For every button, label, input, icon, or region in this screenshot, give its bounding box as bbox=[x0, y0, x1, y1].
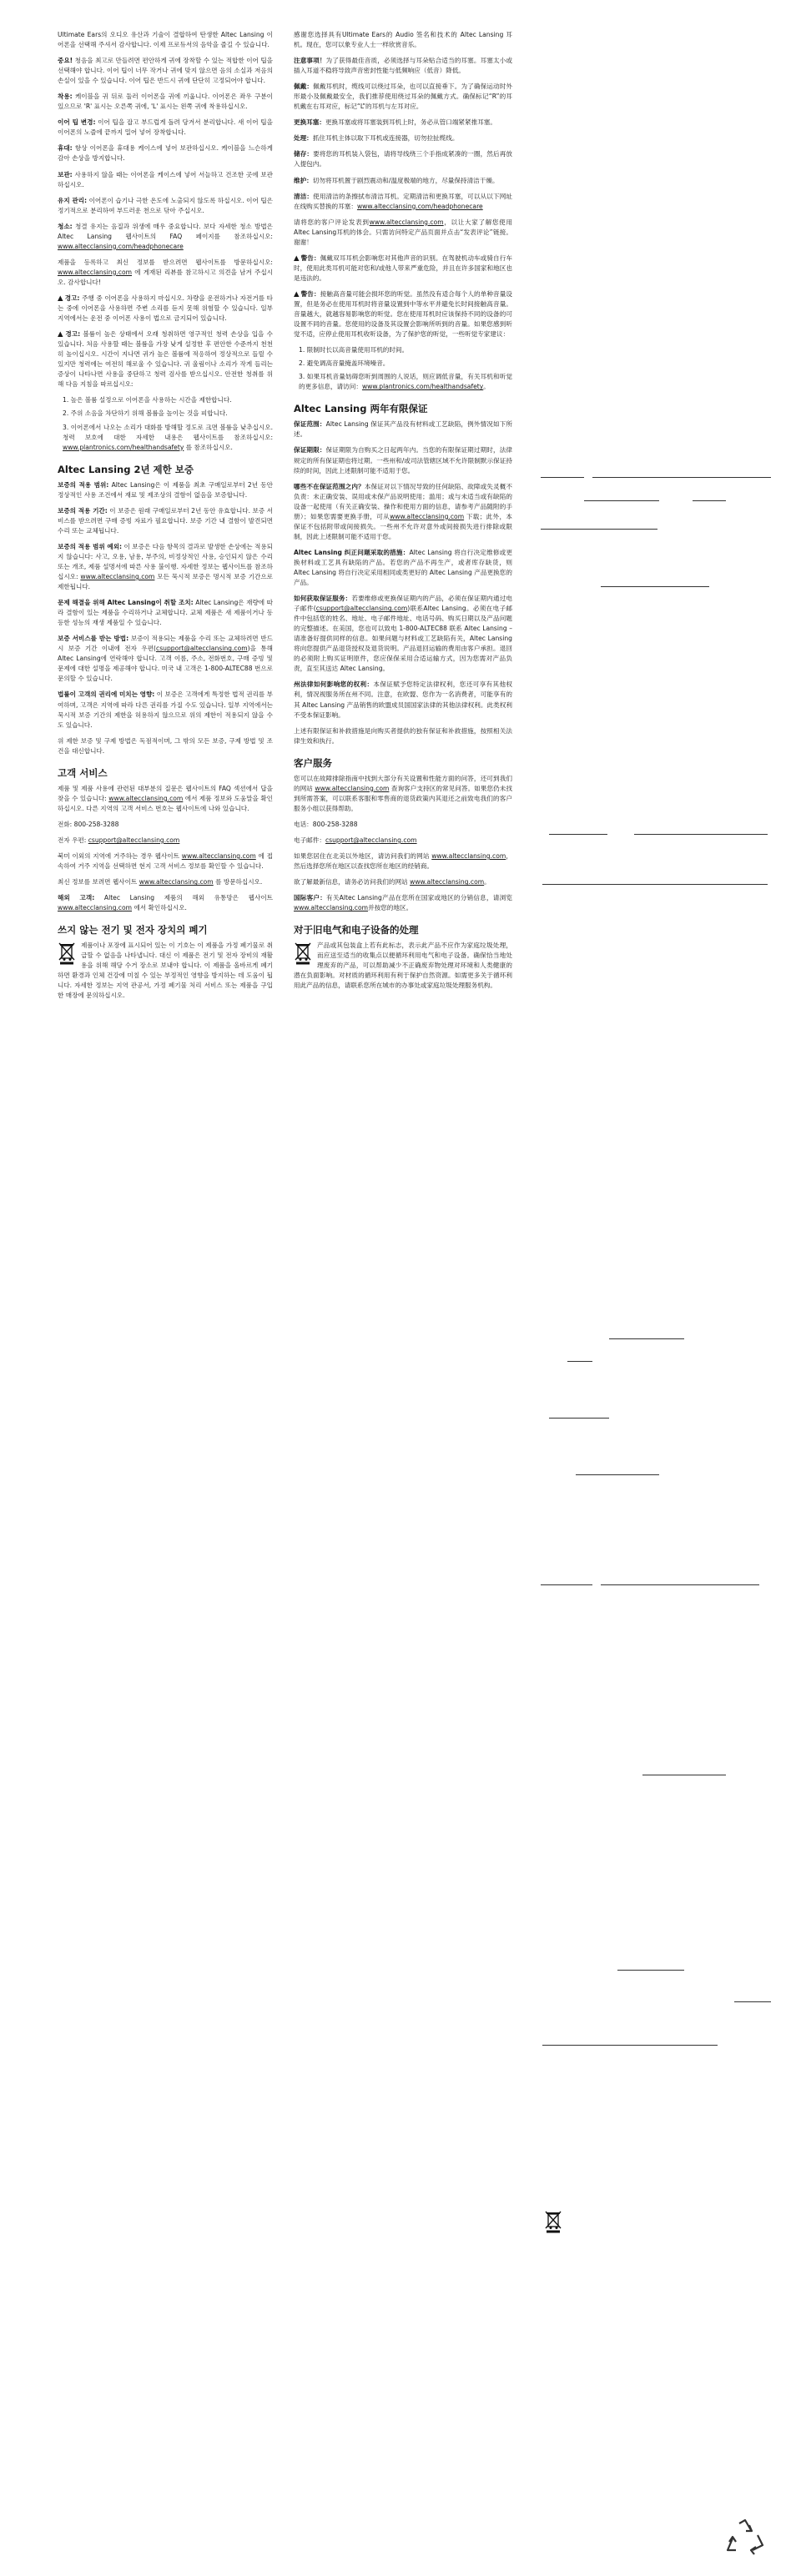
warranty-period-paragraph bbox=[58, 506, 273, 536]
eartip-change-label: 更换耳塞： bbox=[294, 118, 325, 127]
important-paragraph bbox=[294, 56, 512, 76]
website-link[interactable]: www.altecclansing.com bbox=[390, 512, 465, 520]
cs-latest-text: 최신 정보를 보려면 웹사이트 bbox=[58, 878, 139, 886]
warranty-coverage-label: 보증의 적용 범위: bbox=[58, 480, 109, 489]
storage-text: 사용하지 않을 때는 이어폰을 케이스에 넣어 서늘하고 건조한 곳에 보관하십시오. bbox=[58, 170, 273, 188]
website-link[interactable]: www.altecclansing.com bbox=[108, 794, 184, 802]
warranty-heading: Altec Lansing 两年有限保证 bbox=[294, 403, 428, 415]
maintenance-text: 이어폰이 습기나 극한 온도에 노출되지 않도록 하십시오. 이어 팁은 정기적으로 분리하여 부드러운 천으로 닦아 주십시오. bbox=[58, 196, 273, 214]
warranty-coverage-label: 保证范围： bbox=[294, 420, 326, 429]
note-line bbox=[542, 2045, 718, 2046]
eartip-change-paragraph bbox=[58, 118, 273, 138]
headphonecare-link[interactable]: www.altecclansing.com/headphonecare bbox=[356, 202, 483, 210]
wearing-label: 佩戴： bbox=[294, 83, 314, 91]
note-line bbox=[734, 2001, 771, 2002]
wearing-label: 착용: bbox=[58, 93, 73, 101]
important-label: 注意事项！ bbox=[294, 57, 326, 65]
cs-international-text-end: 에서 확인하십시오. bbox=[132, 904, 187, 912]
cs-faq-text: 您可以在故障排除指南中找到大部分有关设置和性能方面的问答，还可到我们的网站 bbox=[294, 774, 512, 792]
cs-region-paragraph bbox=[58, 851, 273, 871]
warranty-period-label: 保证期限： bbox=[294, 446, 326, 454]
storage-paragraph bbox=[294, 149, 512, 169]
warranty-service-label: 如何获取保证服务： bbox=[294, 595, 352, 603]
wearing-text: 佩戴耳机时，缆线可以绕过耳朵，也可以直接垂下。为了确保运动时外形最小及佩戴最安全，我们推荐使用绕过耳朵的佩戴方式。确保标记“R”的耳机戴在右耳对应，标记“L”的耳机与左耳对应。 bbox=[294, 83, 513, 111]
warranty-remedy-paragraph bbox=[294, 548, 512, 588]
warranty-remedy-text: Altec Lansing 将自行决定维修或更换材料或工艺具有缺陷的产品。若您的产品不再生产，或者库存缺货，则 Altec Lansing 将自行决定采用相同或类更好的 Altec Lansing 产品更换您的产品。 bbox=[294, 548, 512, 587]
note-line bbox=[584, 500, 659, 501]
customer-service-heading: 고객 서비스 bbox=[58, 766, 108, 779]
list-item: 2. 주위 소음을 차단하기 위해 볼륨을 높이는 것을 피합니다. bbox=[63, 409, 228, 418]
wearing-text: 케이블을 귀 뒤로 둘러 이어폰을 귀에 끼웁니다. 이어폰은 좌우 구분이 있으므로 'R' 표시는 오른쪽 귀에, 'L' 표시는 왼쪽 귀에 착용하십시오. bbox=[58, 93, 273, 111]
carry-paragraph bbox=[58, 143, 273, 163]
cs-email-paragraph bbox=[58, 836, 273, 846]
storage-label: 보관: bbox=[58, 170, 73, 178]
cs-region-text: 如果您居住在北美以外地区，请访问我们的网站 bbox=[294, 852, 432, 860]
note-line bbox=[601, 1584, 759, 1585]
warranty-law-text: 本保证赋予您特定法律权利，您还可享有其他权利，情况视服务所在州不同。注意，在欧盟、您作为一名消费者，可能享有的其 Altec Lansing 产品销售的欧盟成员国国家法律的其他法律权利。此类权利不受本保证影响。 bbox=[294, 680, 513, 719]
warranty-period-text: 保证期限为自购买之日起两年内。当您的有限保证期过期时，法律规定的所有保证期也将过期。一些州和/或司法管辖区域不允许限制默示保证持续的时间，因此上述限制可能不适用于您。 bbox=[294, 446, 512, 475]
hearing-tips-list bbox=[294, 345, 512, 392]
cs-latest-paragraph bbox=[58, 877, 273, 887]
note-line bbox=[549, 834, 607, 835]
cs-email-label: 전자 우편: bbox=[58, 836, 88, 844]
crossed-bin-icon bbox=[544, 2210, 562, 2233]
cs-faq-text-end: 查询客户支持区的常见问答。如果您仍未找到所需答案，可以联系客服和零售商的退货政策内其退还之前致电我们的客户服务小组以获得帮助。 bbox=[294, 784, 512, 812]
warning-label: 警告： bbox=[300, 254, 320, 262]
cleaning-label: 清洁： bbox=[294, 192, 314, 200]
cs-faq-text: 제품 및 제품 사용에 관련된 대부분의 질문은 웹사이트의 FAQ 섹션에서 답을 찾을 수 있습니다: bbox=[58, 784, 273, 802]
warranty-period-paragraph bbox=[294, 445, 512, 475]
cs-international-label: 国际客户： bbox=[294, 894, 327, 902]
cs-latest-text-end: 。 bbox=[484, 878, 491, 886]
eartip-change-label: 이어 팁 변경: bbox=[58, 118, 96, 127]
note-line bbox=[601, 586, 709, 587]
warranty-exclusions-text-end: 下载；此外，本保证不包括附带或间接损失。一些州不允许对意外或间接损失进行排除或限制，因此上述限制可能不适用于您。 bbox=[294, 512, 512, 540]
healthandsafety-link[interactable]: www.plantronics.com/healthandsafety bbox=[63, 443, 184, 451]
storage-paragraph bbox=[58, 170, 273, 190]
note-line bbox=[542, 884, 768, 885]
crossed-bin-icon bbox=[294, 942, 312, 965]
note-line bbox=[541, 1584, 592, 1585]
list-item: 1. 限制时长以高音量使用耳机的时间。 bbox=[299, 346, 409, 354]
warranty-law-paragraph bbox=[294, 680, 512, 720]
warning-label: 警告： bbox=[300, 289, 320, 298]
note-line bbox=[567, 1361, 592, 1362]
important-paragraph bbox=[58, 56, 273, 86]
warranty-period-label: 보증의 적용 기간: bbox=[58, 506, 108, 515]
warranty-service-text-end: )을 통해 Altec Lansing에 연락해야 합니다. 고객 이름, 주소, 전화번호, 구매 증빙 및 문제에 대한 설명을 제공해야 합니다. 미국 내 고객은 1-800-ALTEC88 번으로 문의할 수 있습니다. bbox=[58, 645, 273, 683]
cs-email-label: 电子邮件： bbox=[294, 836, 325, 844]
warranty-coverage-text: Altec Lansing 保证其产品没有材料或工艺缺陷，例外情况如下所述。 bbox=[294, 420, 513, 439]
note-line bbox=[693, 500, 726, 501]
warranty-law-text: 이 보증은 고객에게 특정한 법적 권리를 부여하며, 고객은 지역에 따라 다른 권리를 가질 수도 있습니다. 일부 지역에서는 묵시적 보증 기간의 제한을 허용하지 않으므로 위의 제한이 적용되지 않을 수도 있습니다. bbox=[58, 690, 273, 729]
recycle-icon bbox=[724, 2518, 766, 2555]
weee-text: 제품이나 포장에 표시되어 있는 이 기호는 이 제품을 가정 폐기물로 취급할 수 없음을 나타냅니다. 대신 이 제품은 전기 및 전자 장비의 재활용을 위해 해당 수거 장소로 보내야 합니다. 이 제품을 올바르게 폐기하면 환경과 인체 건강에 미칠 수 있는 부정적인 영향을 방지하는 데 도움이 됩니다. 자세한 정보는 지역 관공서, 가정 폐기물 처리 서비스 또는 제품을 구입한 매장에 문의하십시오. bbox=[58, 942, 273, 1000]
handling-text: 抓住耳机主体以取下耳机或连接器，切勿拉扯缆线。 bbox=[312, 134, 459, 143]
maintenance-text: 切勿将耳机置于剧烈震动和/温度极端的地方，尽量保持清洁干燥。 bbox=[312, 176, 499, 184]
warranty-exclusions-paragraph bbox=[58, 542, 273, 592]
list-item-end: 。 bbox=[483, 383, 490, 391]
korean-column bbox=[58, 30, 273, 1007]
warranty-coverage-paragraph bbox=[58, 480, 273, 500]
cs-email-paragraph bbox=[294, 836, 512, 846]
eartip-change-text: 更换耳塞或将耳塞装到耳机上时，务必从管口端紧紧推耳塞。 bbox=[325, 118, 496, 127]
carry-label: 휴대: bbox=[58, 144, 73, 153]
warranty-exclusive-paragraph: 上述有限保证和补救措施是向购买者提供的独有保证和补救措施，按照相关法律生效和执行。 bbox=[294, 726, 512, 745]
review-text-end: ，以让大家了解您使用 Altec Lansing耳机的体会。只需访问特定产品页面并点击“发表评论”链接。谢谢！ bbox=[294, 218, 513, 246]
warranty-heading: Altec Lansing 2년 제한 보증 bbox=[58, 463, 194, 475]
hearing-warning-paragraph bbox=[58, 329, 273, 389]
warranty-remedy-label: 문제 해결을 위해 Altec Lansing이 취할 조치: bbox=[58, 599, 194, 607]
maintenance-label: 유지 관리: bbox=[58, 196, 88, 204]
note-line bbox=[634, 834, 768, 835]
review-text: 请将您的客户评论发表到 bbox=[294, 218, 370, 226]
hearing-tips-list bbox=[58, 395, 273, 452]
warranty-law-paragraph bbox=[58, 690, 273, 730]
warranty-law-label: 州法律如何影响您的权利： bbox=[294, 680, 374, 689]
warranty-exclusive-paragraph: 위 제한 보증 및 구제 방법은 독점적이며, 그 밖의 모든 보증, 구제 방법 및 조건을 대신합니다. bbox=[58, 736, 273, 755]
cs-faq-paragraph bbox=[58, 784, 273, 814]
website-link[interactable]: www.altecclansing.com bbox=[181, 852, 256, 860]
warranty-exclusions-text: 이 보증은 다음 항목의 결과로 발생한 손상에는 적용되지 않습니다: 사고, 오용, 남용, 부주의, 비정상적인 사용, 승인되지 않은 수리 또는 개조, 제품 설명서에 따른 사용 불이행. 자세한 정보는 웹사이트를 참조하십시오: bbox=[58, 542, 273, 581]
list-item-text: 3. 如果耳机音量妨碍您听到周围的人说话，则应调低音量，有关耳机和听觉的更多信息，请访问： bbox=[299, 373, 512, 391]
cs-faq-paragraph bbox=[294, 774, 512, 814]
eartip-change-text: 이어 팁을 잡고 부드럽게 돌려 당겨서 분리합니다. 새 이어 팁을 이어폰의 노즐에 끝까지 밀어 넣어 장착합니다. bbox=[58, 118, 273, 137]
hearing-warning-paragraph bbox=[294, 289, 512, 339]
note-line bbox=[576, 1474, 659, 1475]
cs-international-text: 有关Altec Lansing产品在您所在国家或地区的分销信息，请浏览 bbox=[326, 894, 512, 902]
website-link[interactable]: www.altecclansing.com bbox=[139, 878, 214, 886]
warranty-service-text: 보증이 적용되는 제품을 수리 또는 교체하려면 반드시 보증 기간 이내에 전자 우편( bbox=[58, 635, 273, 653]
review-paragraph bbox=[58, 258, 273, 288]
website-link[interactable]: www.altecclansing.com bbox=[315, 784, 390, 792]
support-email-link[interactable]: csupport@altecclansing.com bbox=[325, 836, 417, 844]
storage-text: 要将您的耳机装入袋包，请将导线绕三个手指成紧凑的一圈，然后再放入提包内。 bbox=[294, 150, 513, 168]
warning-icon: ▲ bbox=[58, 294, 63, 303]
warning-label: 경고: bbox=[65, 330, 81, 339]
list-item bbox=[299, 372, 512, 392]
cs-phone: 전화: 800-258-3288 bbox=[58, 820, 119, 828]
handling-label: 处理： bbox=[294, 134, 313, 143]
maintenance-paragraph bbox=[58, 196, 273, 216]
wearing-paragraph bbox=[294, 82, 512, 112]
cs-international-text: Altec Lansing 제품의 해외 유통망은 웹사이트 bbox=[94, 894, 273, 902]
website-link[interactable]: www.altecclansing.com bbox=[58, 268, 133, 276]
healthandsafety-link[interactable]: www.plantronics.com/healthandsafety bbox=[361, 383, 484, 391]
driving-warning-paragraph bbox=[294, 254, 512, 284]
cs-faq-text-end: 에서 제품 정보와 도움말을 확인하십시오. 다른 지역의 고객 서비스 번호는 웹사이트에 나와 있습니다. bbox=[58, 794, 273, 812]
cs-international-paragraph bbox=[294, 893, 512, 913]
wearing-paragraph bbox=[58, 92, 273, 112]
note-line bbox=[617, 1970, 684, 1971]
cs-region-text-end: 에 접속하여 거주 지역을 선택하면 현지 고객 서비스 정보를 확인할 수 있습니다. bbox=[58, 852, 273, 871]
support-email-link[interactable]: csupport@altecclansing.com bbox=[156, 645, 248, 653]
cleaning-text: 使用清洁的条擦拭布清洁耳机。定期清洁和更换耳塞，可以从以下网址在线购买替换的耳塞： bbox=[294, 192, 513, 210]
warranty-period-text: 이 보증은 원래 구매일로부터 2년 동안 유효합니다. 보증 서비스를 받으려면 구매 증빙 자료가 필요합니다. 보증 기간 내 결함이 발견되면 수리 또는 교체됩니다. bbox=[58, 506, 273, 535]
note-line bbox=[541, 529, 657, 530]
warranty-service-text-end: )联系Altec Lansing。必须在电子邮件中包括您的姓名、地址、电子邮件地址、电话号码、购买日期以及产品问题的完整描述。在美国，您也可以致电 1-800-ALTEC88 联系 Altec Lansing – 请准备好提供同样的信息。如果问题与材料或工艺缺陷有关，Altec Lansing 将向您提供产品退货授权及退货说明。产品退回运输的费用由客户承担。退回的必须附上购买证明原件，您应保保采用合适运输方式，因为您需对产品负责，直至其送达 Altec Lansing。 bbox=[294, 605, 512, 673]
warranty-service-text: 若要维修或更换保证期内的产品，必须在保证期内通过电子邮件( bbox=[294, 595, 513, 613]
warranty-remedy-paragraph bbox=[58, 598, 273, 628]
driving-warning-text: 주행 중 이어폰을 사용하지 마십시오. 차량을 운전하거나 자전거를 타는 중에 이어폰을 사용하면 주변 소리를 듣지 못해 위험할 수 있습니다. 일부 지역에서는 운전 중 이어폰 사용이 법으로 금지되어 있습니다. bbox=[58, 294, 273, 323]
weee-heading: 쓰지 않는 전기 및 전자 장치의 폐기 bbox=[58, 924, 208, 936]
website-link[interactable]: www.altecclansing.com bbox=[80, 573, 155, 581]
note-line bbox=[549, 1418, 609, 1419]
driving-warning-paragraph bbox=[58, 294, 273, 324]
cs-region-paragraph bbox=[294, 851, 512, 871]
warning-icon: ▲ bbox=[294, 254, 300, 263]
driving-warning-text: 佩戴双耳耳机会影响您对其他声音的识别。在驾驶机动车或骑自行车时，使用此类耳机可能对您和/或他人带来严重危险，并且在许多国家和地区也是违法的。 bbox=[294, 254, 512, 282]
warranty-service-label: 보증 서비스를 받는 방법: bbox=[58, 635, 129, 643]
warranty-exclusions-text: 本保证对以下情况导致的任何缺陷、故障或失灵概不负责：未正确安装、误用或未保产品说明使用；滥用；或与未适当或有缺陷的设备一起使用（有关正确安装、操作和使用方面的信息，请参考产品随附的手册）；如果您需要更换手册，可从 bbox=[294, 482, 513, 520]
chinese-column bbox=[294, 30, 512, 997]
warranty-coverage-text: Altec Lansing은 이 제품을 최초 구매일로부터 2년 동안 정상적인 사용 조건에서 재료 및 제조상의 결함이 없음을 보증합니다. bbox=[58, 480, 273, 499]
cleaning-paragraph bbox=[294, 192, 512, 212]
headphonecare-link[interactable]: www.altecclansing.com/headphonecare bbox=[58, 242, 184, 250]
warranty-exclusions-label: 보증의 적용 범위 예외: bbox=[58, 542, 123, 550]
hearing-warning-text: 接触高音量可能会损坏您的听觉。虽然没有适合每个人的单种音量设置，但是务必在使用耳机时将音量设置到中等水平并避免长时间接触高音量。音量越大，就越容易影响您的听觉。您在使用耳机时应该保持不同的设备的可设置不同的音量。您使用的设备及其设置会影响所听到的音量。如果您感到听觉不适，应停止使用耳机收听设备，为了保护您的听觉，一些听觉专家建议： bbox=[294, 289, 512, 339]
website-link[interactable]: www.altecclansing.com bbox=[58, 904, 133, 912]
crossed-bin-icon bbox=[58, 942, 76, 965]
support-email-link[interactable]: csupport@altecclansing.com bbox=[315, 605, 408, 613]
review-text: 제품을 등록하고 최신 정보를 받으려면 웹사이트를 방문하십시오: bbox=[58, 258, 273, 266]
warning-icon: ▲ bbox=[294, 289, 300, 299]
note-line bbox=[609, 1338, 684, 1339]
warranty-exclusions-label: 哪些不在保证范围之内？ bbox=[294, 482, 365, 490]
support-email-link[interactable]: csupport@altecclansing.com bbox=[88, 836, 180, 844]
list-item: 2. 避免调高音量掩盖环境噪音。 bbox=[299, 359, 390, 368]
warranty-law-label: 법률이 고객의 권리에 미치는 영향: bbox=[58, 690, 155, 699]
important-text: 청음을 최고로 만들려면 편안하게 귀에 장착할 수 있는 적합한 이어 팁을 선택해야 합니다. 이어 팁이 너무 작거나 귀에 맞지 않으면 음의 소실과 저음의 손실이 있을 수 있습니다. 이어 팁은 반드시 귀에 단단히 고정되어야 합니다. bbox=[58, 57, 273, 85]
cleaning-paragraph bbox=[58, 222, 273, 252]
cs-international-paragraph bbox=[58, 893, 273, 913]
cleaning-text: 청결 유지는 음질과 위생에 매우 중요합니다. 보다 자세한 청소 방법은 Altec Lansing 웹사이트의 FAQ 페이지를 참조하십시오: bbox=[58, 222, 273, 240]
warranty-exclusions-paragraph bbox=[294, 482, 512, 542]
website-link[interactable]: www.altecclansing.com bbox=[410, 878, 485, 886]
carry-text: 항상 이어폰을 휴대용 케이스에 넣어 보관하십시오. 케이블을 느슨하게 감아 손상을 방지합니다. bbox=[58, 144, 273, 163]
intro-paragraph: 感谢您选择具有Ultimate Ears的 Audio 签名和技术的 Altec Lansing 耳机。现在，您可以象专业人士一样欣赏音乐。 bbox=[294, 31, 512, 49]
warranty-service-paragraph bbox=[58, 634, 273, 684]
maintenance-label: 维护： bbox=[294, 176, 313, 184]
hearing-warning-text: 볼륨이 높은 상태에서 오래 청취하면 영구적인 청력 손상을 입을 수 있습니다. 처음 사용할 때는 볼륨을 가장 낮게 설정한 후 편안한 수준까지 천천히 높이십시오. 시간이 지나면 귀가 높은 볼륨에 적응하여 정상적으로 들릴 수 있지만 청력에는 여전히 해로울 수 있습니다. 귀 울림이나 소리가 작게 들리는 증상이 나타나면 사용을 중단하고 청력 검사를 받으십시오. 안전한 청취를 위해 다음 지침을 따르십시오: bbox=[58, 330, 273, 389]
weee-paragraph bbox=[294, 941, 512, 991]
intro-paragraph: Ultimate Ears의 오디오 유산과 기술이 결합하여 탄생한 Altec Lansing 이어폰을 선택해 주셔서 감사합니다. 이제 프로듀서의 음악을 즐길 수 있습니다. bbox=[58, 31, 273, 49]
cs-phone: 电话：800-258-3288 bbox=[294, 820, 358, 828]
website-link[interactable]: www.altecclansing.com bbox=[431, 852, 506, 860]
weee-text: 产品或其包装盒上若有此标志，表示此产品不应作为家庭垃圾处理，而应送至适当的收集点以便循环利用电气和电子设备。确保恰当地处理废弃的产品，可以帮助减少不正确废弃物处理对环境和人类健康的潜在负面影响。对材质的循环利用有利于保护自然资源。如需更多关于循环利用此产品的信息，请联系您所在城市的办事处或家庭垃圾处理服务机构。 bbox=[294, 942, 512, 990]
warranty-remedy-text: Altec Lansing은 재량에 따라 결함이 있는 제품을 수리하거나 교체합니다. 교체 제품은 새 제품이거나 동등한 성능의 재생 제품일 수 있습니다. bbox=[58, 599, 273, 627]
note-line bbox=[592, 477, 771, 478]
weee-heading: 对于旧电气和电子设备的处理 bbox=[294, 924, 419, 936]
handling-paragraph bbox=[294, 133, 512, 143]
cs-latest-text-end: 를 방문하십시오. bbox=[213, 878, 263, 886]
cleaning-label: 청소: bbox=[58, 222, 73, 230]
warning-label: 경고: bbox=[64, 294, 80, 302]
list-item-text: 3. 이어폰에서 나오는 소리가 대화를 방해할 정도로 크면 볼륨을 낮추십시오. 청력 보호에 대한 자세한 내용은 웹사이트를 참조하십시오: bbox=[63, 423, 273, 441]
eartip-change-paragraph bbox=[294, 118, 512, 128]
important-text: 为了获得最佳音质，必须选择与耳朵贴合适当的耳塞。耳塞太小或插入耳道不稳将导致声音密封性能与低频响应（低音）降低。 bbox=[294, 57, 512, 75]
storage-label: 储存： bbox=[294, 150, 314, 158]
warranty-service-paragraph bbox=[294, 594, 512, 674]
important-label: 중요! bbox=[58, 57, 73, 65]
cs-international-label: 해외 고객: bbox=[58, 894, 95, 902]
website-link[interactable]: www.altecclansing.com bbox=[369, 218, 444, 226]
warning-icon: ▲ bbox=[58, 330, 64, 339]
maintenance-paragraph bbox=[294, 176, 512, 186]
warranty-coverage-paragraph bbox=[294, 419, 512, 439]
cs-latest-paragraph bbox=[294, 877, 512, 887]
customer-service-heading: 客户服务 bbox=[294, 756, 332, 769]
review-paragraph bbox=[294, 218, 512, 248]
note-line bbox=[541, 477, 584, 478]
warranty-exclusions-text-end: 모든 묵시적 보증은 명시적 보증 기간으로 제한됩니다. bbox=[58, 573, 274, 591]
warranty-remedy-label: Altec Lansing 纠正问题采取的措施： bbox=[294, 548, 410, 556]
cs-latest-text: 欲了解最新信息，请务必访问我们的网站 bbox=[294, 878, 411, 886]
weee-paragraph bbox=[58, 941, 273, 1001]
list-item-end: 를 참조하십시오. bbox=[184, 443, 233, 451]
cs-region-text: 북미 이외의 지역에 거주하는 경우 웹사이트 bbox=[58, 852, 182, 860]
cs-region-text-end: ，然后选择您所在地区以查找您所在地区的经销商。 bbox=[294, 852, 512, 871]
list-item: 1. 높은 볼륨 설정으로 이어폰을 사용하는 시간을 제한합니다. bbox=[63, 396, 232, 404]
list-item bbox=[63, 423, 273, 453]
website-link[interactable]: www.altecclansing.com bbox=[294, 904, 369, 912]
cs-international-text-end: 并按您的地区。 bbox=[368, 904, 413, 912]
review-text-end: 에 게재된 리뷰를 참고하시고 의견을 남겨 주십시오. 감사합니다! bbox=[58, 268, 273, 286]
